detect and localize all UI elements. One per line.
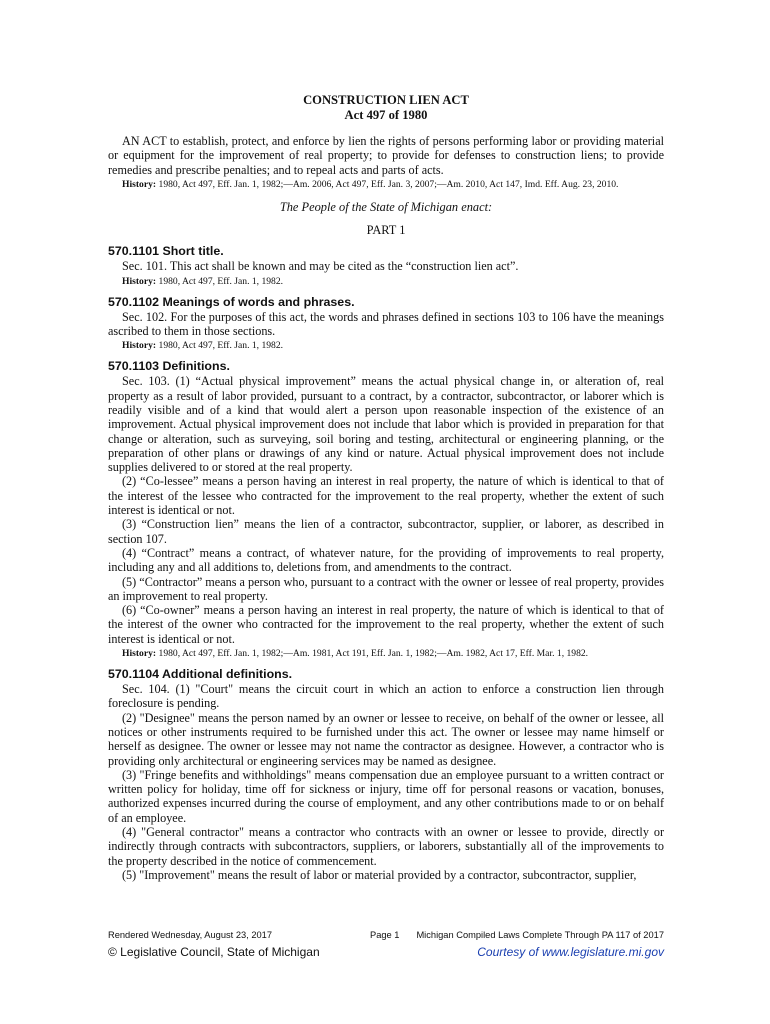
section-paragraph: (5) "Improvement" means the result of labor or material provided by a contractor, subcontractor, supplier, — [122, 867, 637, 882]
history-text: 1980, Act 497, Eff. Jan. 1, 1982;—Am. 2006, Act 497, Eff. Jan. 3, 2007;—Am. 2010, Act 147, Imd. Eff. Aug. 23, 2010. — [158, 178, 619, 190]
rendered-date: Rendered Wednesday, August 23, 2017 — [108, 930, 273, 940]
preamble-history — [122, 179, 664, 191]
section-paragraph: (3) “Construction lien” means the lien of a contractor, subcontractor, supplier, or laborer, as described in section 107. — [108, 517, 664, 546]
section-paragraph: Sec. 101. This act shall be known and may be cited as the “construction lien act”. — [122, 259, 519, 274]
copyright-notice: © Legislative Council, State of Michigan — [108, 945, 320, 959]
preamble: AN ACT to establish, protect, and enforce by lien the rights of persons performing labor or providing material or equipment for the improvement of real property; to provide for defenses to construction liens; to provide remedies and prescribe penalties; and to repeal acts and parts of acts. — [108, 134, 664, 177]
section-paragraph: (4) "General contractor" means a contractor who contracts with an owner or lessee to provide, directly or indirectly through contracts with subcontractors, suppliers, or laborers, substantially all of the improvements to the property described in the notice of commencement. — [108, 824, 664, 868]
courtesy-link[interactable]: Courtesy of www.legislature.mi.gov — [477, 945, 664, 959]
history-text: 1980, Act 497, Eff. Jan. 1, 1982. — [158, 340, 284, 352]
section-heading: 570.1102 Meanings of words and phrases. — [108, 294, 355, 309]
section-paragraph: Sec. 104. (1) "Court" means the circuit court in which an action to enforce a construction lien through foreclosure is pending. — [108, 682, 664, 711]
section-paragraph: Sec. 103. (1) “Actual physical improvement” means the actual physical change in, or alteration of, real property as a result of labor provided, pursuant to a contract, by a contractor, subcontractor, or laborer which is readily visible and of a kind that would alert a person upon reasonable inspection of the existence of an improvement. Actual physical improvement does not include that labor which is provided in preparation for that change or alteration, such as surveying, soil boring and testing, architectural or engineering planning, or the preparation of other plans or drawings of any kind or nature. Actual physical improvement does not include supplies delivered to or stored at the real property. — [108, 374, 664, 475]
page-number: Page 1 — [370, 930, 400, 940]
enacting-clause: The People of the State of Michigan enact: — [279, 199, 493, 214]
history-text: 1980, Act 497, Eff. Jan. 1, 1982;—Am. 1981, Act 191, Eff. Jan. 1, 1982;—Am. 1982, Act 17, Eff. Mar. 1, 1982. — [158, 648, 589, 660]
section-history — [122, 648, 664, 660]
part-heading: PART 1 — [366, 223, 406, 238]
section-heading: 570.1103 Definitions. — [108, 359, 230, 374]
section-paragraph: Sec. 102. For the purposes of this act, the words and phrases defined in sections 103 to 106 have the meanings ascribed to them in those sections. — [108, 309, 664, 339]
document-body — [108, 93, 664, 882]
section-heading: 570.1101 Short title. — [108, 244, 224, 259]
section-paragraph: (4) “Contract” means a contract, of whatever nature, for the providing of improvements to real property, including any and all additions to, deletions from, and amendments to the contract. — [108, 545, 664, 575]
history-label: History: — [122, 648, 157, 660]
document-subtitle: Act 497 of 1980 — [344, 108, 428, 122]
history-text: 1980, Act 497, Eff. Jan. 1, 1982. — [158, 275, 284, 287]
section-history — [122, 276, 664, 288]
section-heading: 570.1104 Additional definitions. — [108, 667, 293, 682]
section-paragraph: (3) "Fringe benefits and withholdings" means compensation due an employee pursuant to a written contract or written policy for holiday, time off for sickness or injury, time off for personal reasons or vacation, bonuses, authorized expenses incurred during the course of employment, and any other contributions made to or on behalf of an employee. — [108, 767, 664, 825]
compiled-through: Michigan Compiled Laws Complete Through PA 117 of 2017 — [416, 930, 664, 940]
section-paragraph: (2) “Co-lessee” means a person having an interest in real property, the nature of which is identical to that of the interest of the lessee who contracted for the improvement to the real property, whether the extent of such interest is identical or not. — [108, 474, 664, 518]
section-paragraph: (6) “Co-owner” means a person having an interest in real property, the nature of which is identical to that of the interest of the owner who contracted for the improvement to the real property, whether the extent of such interest is identical or not. — [108, 603, 664, 646]
history-label: History: — [122, 275, 157, 287]
document-title: CONSTRUCTION LIEN ACT — [303, 93, 469, 107]
section-history — [122, 340, 664, 352]
section-paragraph: (2) "Designee" means the person named by an owner or lessee to receive, on behalf of the owner or lessee, all notices or other instruments required to be furnished under this act. The owner or lessee may name himself or herself as designee. The owner or lessee may not name the contractor as designee. However, a contractor who is providing only architectural or engineering services may be named as designee. — [108, 710, 664, 768]
history-label: History: — [122, 178, 157, 190]
history-label: History: — [122, 340, 157, 352]
section-paragraph: (5) “Contractor” means a person who, pursuant to a contract with the owner or lessee of real property, provides an improvement to real property. — [108, 574, 664, 603]
